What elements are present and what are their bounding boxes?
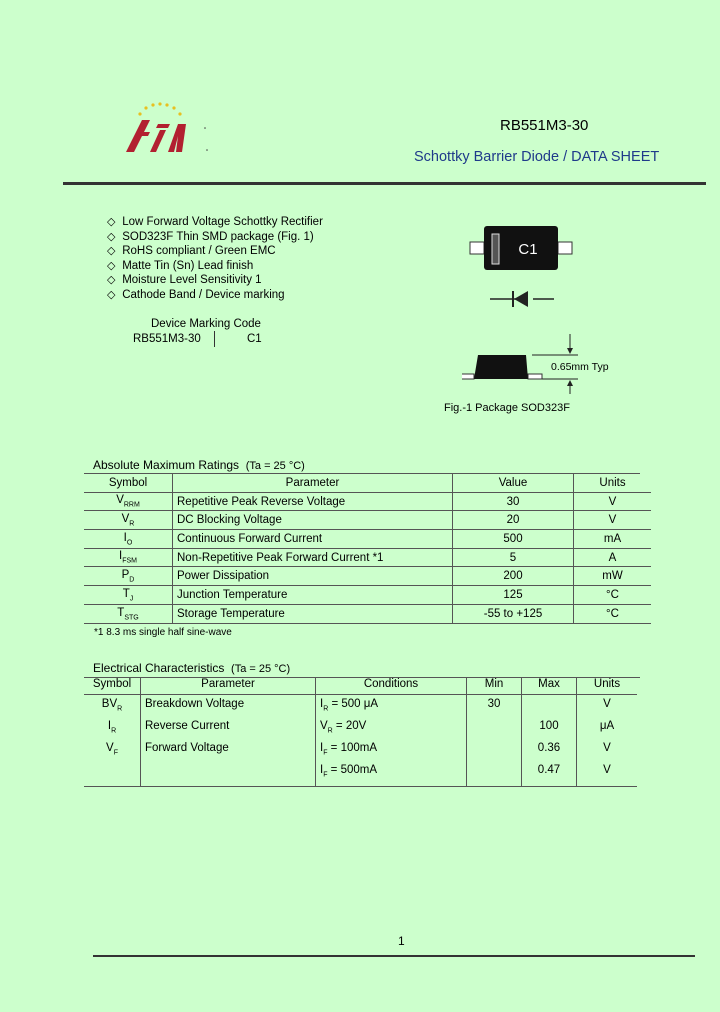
dimension-label: 0.65mm Typ <box>551 361 609 373</box>
abs-max-table <box>84 474 651 624</box>
electrical-title: Electrical Characteristics (Ta = 25 °C) <box>93 661 291 675</box>
col-value: Value <box>453 474 574 492</box>
footer-divider <box>93 955 695 957</box>
logo-letters <box>126 120 186 152</box>
col-units: Units <box>574 474 652 492</box>
part-number-title: RB551M3-30 <box>500 117 589 134</box>
table-row: $T_{STG}$ Storage Temperature -55 to +125 °C <box>84 604 651 623</box>
datasheet-subtitle: Schottky Barrier Diode / DATA SHEET <box>414 149 660 165</box>
marking-separator <box>214 331 215 347</box>
package-label: C1 <box>518 241 538 258</box>
table-row: $V_R$ DC Blocking Voltage 20 V <box>84 511 651 530</box>
table-row: $I_O$ Continuous Forward Current 500 mA <box>84 530 651 549</box>
table-row: $V_{RRM}$ Repetitive Peak Reverse Voltage 30 V <box>84 492 651 511</box>
col-symbol: Symbol <box>84 474 173 492</box>
marking-title: Device Marking Code <box>151 318 261 330</box>
figure-caption: Fig.-1 Package SOD323F <box>444 402 570 414</box>
table-header-row: Symbol Parameter Conditions Min Max Units <box>84 678 637 695</box>
feature-item: ◇ Matte Tin (Sn) Lead finish <box>107 259 254 272</box>
marking-code: C1 <box>247 333 262 345</box>
marking-part: RB551M3-30 <box>133 333 201 345</box>
abs-max-footnote: *1 8.3 ms single half sine-wave <box>94 627 232 638</box>
table-header-row <box>84 474 651 492</box>
feature-item: ◇ Cathode Band / Device marking <box>107 288 285 301</box>
abs-max-title: Absolute Maximum Ratings (Ta = 25 °C) <box>93 458 305 472</box>
electrical-table <box>84 678 637 787</box>
package-figure <box>462 222 632 422</box>
feature-item: ◇ RoHS compliant / Green EMC <box>107 245 276 257</box>
feature-item: ◇ Moisture Level Sensitivity 1 <box>107 274 262 286</box>
feature-item: ◇ SOD323F Thin SMD package (Fig. 1) <box>107 230 314 243</box>
company-logo <box>120 100 215 163</box>
page-number: 1 <box>398 934 405 948</box>
table-row: $BV_R$ Breakdown Voltage $I_R = 500$ μA 30 V <box>84 695 637 721</box>
table-row: $I_F = 500mA$ 0.47 V <box>84 764 637 787</box>
table-row: $V_F$ Forward Voltage $I_F = 100mA$ 0.36 V <box>84 742 637 764</box>
table-row: $P_D$ Power Dissipation 200 mW <box>84 567 651 586</box>
col-parameter: Parameter <box>173 474 453 492</box>
features-list <box>107 215 323 302</box>
header-divider <box>63 182 706 185</box>
table-row: $T_J$ Junction Temperature 125 °C <box>84 586 651 605</box>
logo-stars <box>138 102 181 115</box>
feature-item: ◇ Low Forward Voltage Schottky Rectifier <box>107 216 323 228</box>
table-row: $I_{FSM}$ Non-Repetitive Peak Forward Current *1 5 A <box>84 548 651 567</box>
table-row: $I_R$ Reverse Current $V_R = 20V$ 100 μA <box>84 720 637 742</box>
